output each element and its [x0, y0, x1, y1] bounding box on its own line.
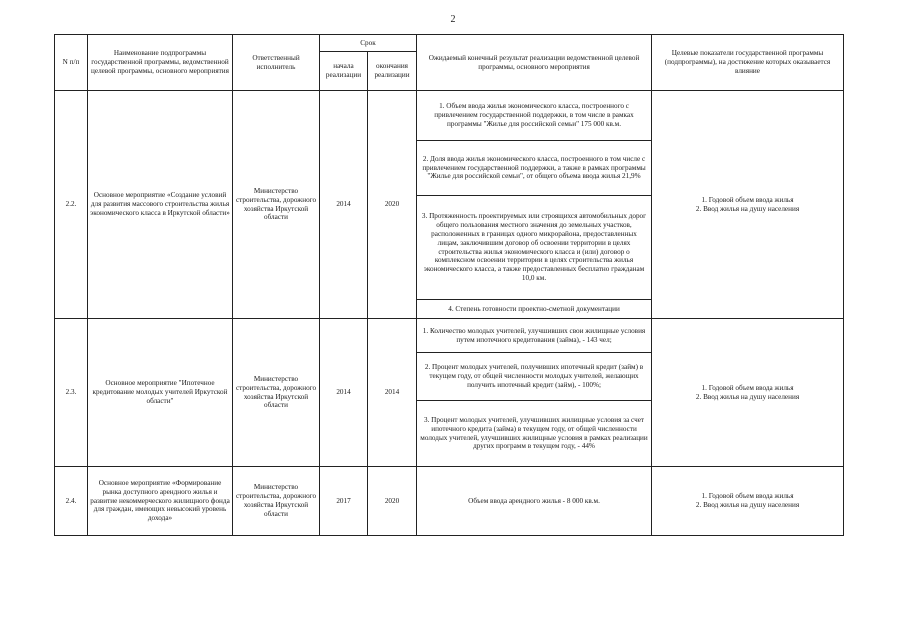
- row-result: 3. Протяженность проектируемых или строящихся автомобильных дорог общего пользования местного значения до земельных участков, расположенных в границах одного микрорайона, предоставленных лицам, заключившим договор об освоении территории в целях строительства жилья экономического класса и (или) договор о комплексном освоении территории в целях строительства жилья экономического класса, а также предоставленных бесплатно гражданам 10,0 км.: [417, 196, 652, 300]
- row-indicators: [652, 319, 844, 467]
- row-indicators: [652, 91, 844, 319]
- header-term-end: окончания реализации: [368, 52, 417, 91]
- row-num: 2.2.: [55, 91, 88, 319]
- activities-table: [54, 34, 844, 536]
- indicator-item: 1. Годовой объем ввода жилья: [701, 383, 794, 392]
- indicator-item: 1. Годовой объем ввода жилья: [701, 492, 794, 501]
- row-name: Основное мероприятие «Создание условий для развития массового строительства жилья экономического класса в Иркутской области»: [88, 91, 233, 319]
- row-executor: Министерство строительства, дорожного хозяйства Иркутской области: [233, 467, 320, 536]
- header-term: Срок: [320, 35, 417, 52]
- row-result: 1. Количество молодых учителей, улучшивших свои жилищные условия путем ипотечного кредитования (займа), - 143 чел;: [417, 319, 652, 353]
- indicator-item: 1. Годовой объем ввода жилья: [701, 195, 794, 204]
- row-start: 2017: [320, 467, 368, 536]
- row-start: 2014: [320, 91, 368, 319]
- header-num: N п/п: [55, 35, 88, 91]
- header-executor: Ответственный исполнитель: [233, 35, 320, 91]
- header-result: Ожидаемый конечный результат реализации ведомственной целевой программы, основного мероприятия: [417, 35, 652, 91]
- header-term-start: начала реализации: [320, 52, 368, 91]
- row-result: Объем ввода арендного жилья - 8 000 кв.м.: [417, 467, 652, 536]
- page-number: 2: [450, 14, 456, 25]
- row-indicators: [652, 467, 844, 536]
- indicator-item: 2. Ввод жилья на душу населения: [695, 392, 800, 401]
- row-num: 2.3.: [55, 319, 88, 467]
- row-result: 2. Процент молодых учителей, получивших ипотечный кредит (займ) в текущем году, от общей численности молодых учителей, желающих получить ипотечный кредит (займ), - 100%;: [417, 353, 652, 401]
- row-end: 2020: [368, 467, 417, 536]
- row-num: 2.4.: [55, 467, 88, 536]
- header-indicators: Целевые показатели государственной программы (подпрограммы), на достижение которых оказывается влияние: [652, 35, 844, 91]
- row-result: 1. Объем ввода жилья экономического класса, построенного с привлечением государственной поддержки, в том числе в рамках программы "Жилье для российской семьи" 175 000 кв.м.: [417, 91, 652, 141]
- row-start: 2014: [320, 319, 368, 467]
- row-name: Основное мероприятие «Формирование рынка доступного арендного жилья и развитие некоммерческого жилищного фонда для граждан, имеющих невысокий уровень дохода»: [88, 467, 233, 536]
- row-end: 2014: [368, 319, 417, 467]
- header-name: Наименование подпрограммы государственной программы, ведомственной целевой программы, основного мероприятия: [88, 35, 233, 91]
- table-row: [55, 91, 844, 141]
- row-name: Основное мероприятие "Ипотечное кредитование молодых учителей Иркутской области": [88, 319, 233, 467]
- row-executor: Министерство строительства, дорожного хозяйства Иркутской области: [233, 319, 320, 467]
- table-row: [55, 319, 844, 353]
- indicator-item: 2. Ввод жилья на душу населения: [695, 204, 800, 213]
- table-header-row: [55, 35, 844, 52]
- row-result: 2. Доля ввода жилья экономического класса, построенного в том числе с привлечением государственной поддержки, а также в рамках программы "Жилье для российской семьи", от общего объема ввода жилья 21,9%: [417, 141, 652, 196]
- table-row: [55, 467, 844, 536]
- row-result: 4. Степень готовности проектно-сметной документации: [417, 300, 652, 319]
- row-result: 3. Процент молодых учителей, улучшивших жилищные условия за счет ипотечного кредита (займа) в текущем году, от общей численности молодых учителей, улучшивших жилищные условия в рамках реализации других программ в текущем году, - 44%: [417, 401, 652, 467]
- row-end: 2020: [368, 91, 417, 319]
- indicator-item: 2. Ввод жилья на душу населения: [695, 501, 800, 509]
- row-executor: Министерство строительства, дорожного хозяйства Иркутской области: [233, 91, 320, 319]
